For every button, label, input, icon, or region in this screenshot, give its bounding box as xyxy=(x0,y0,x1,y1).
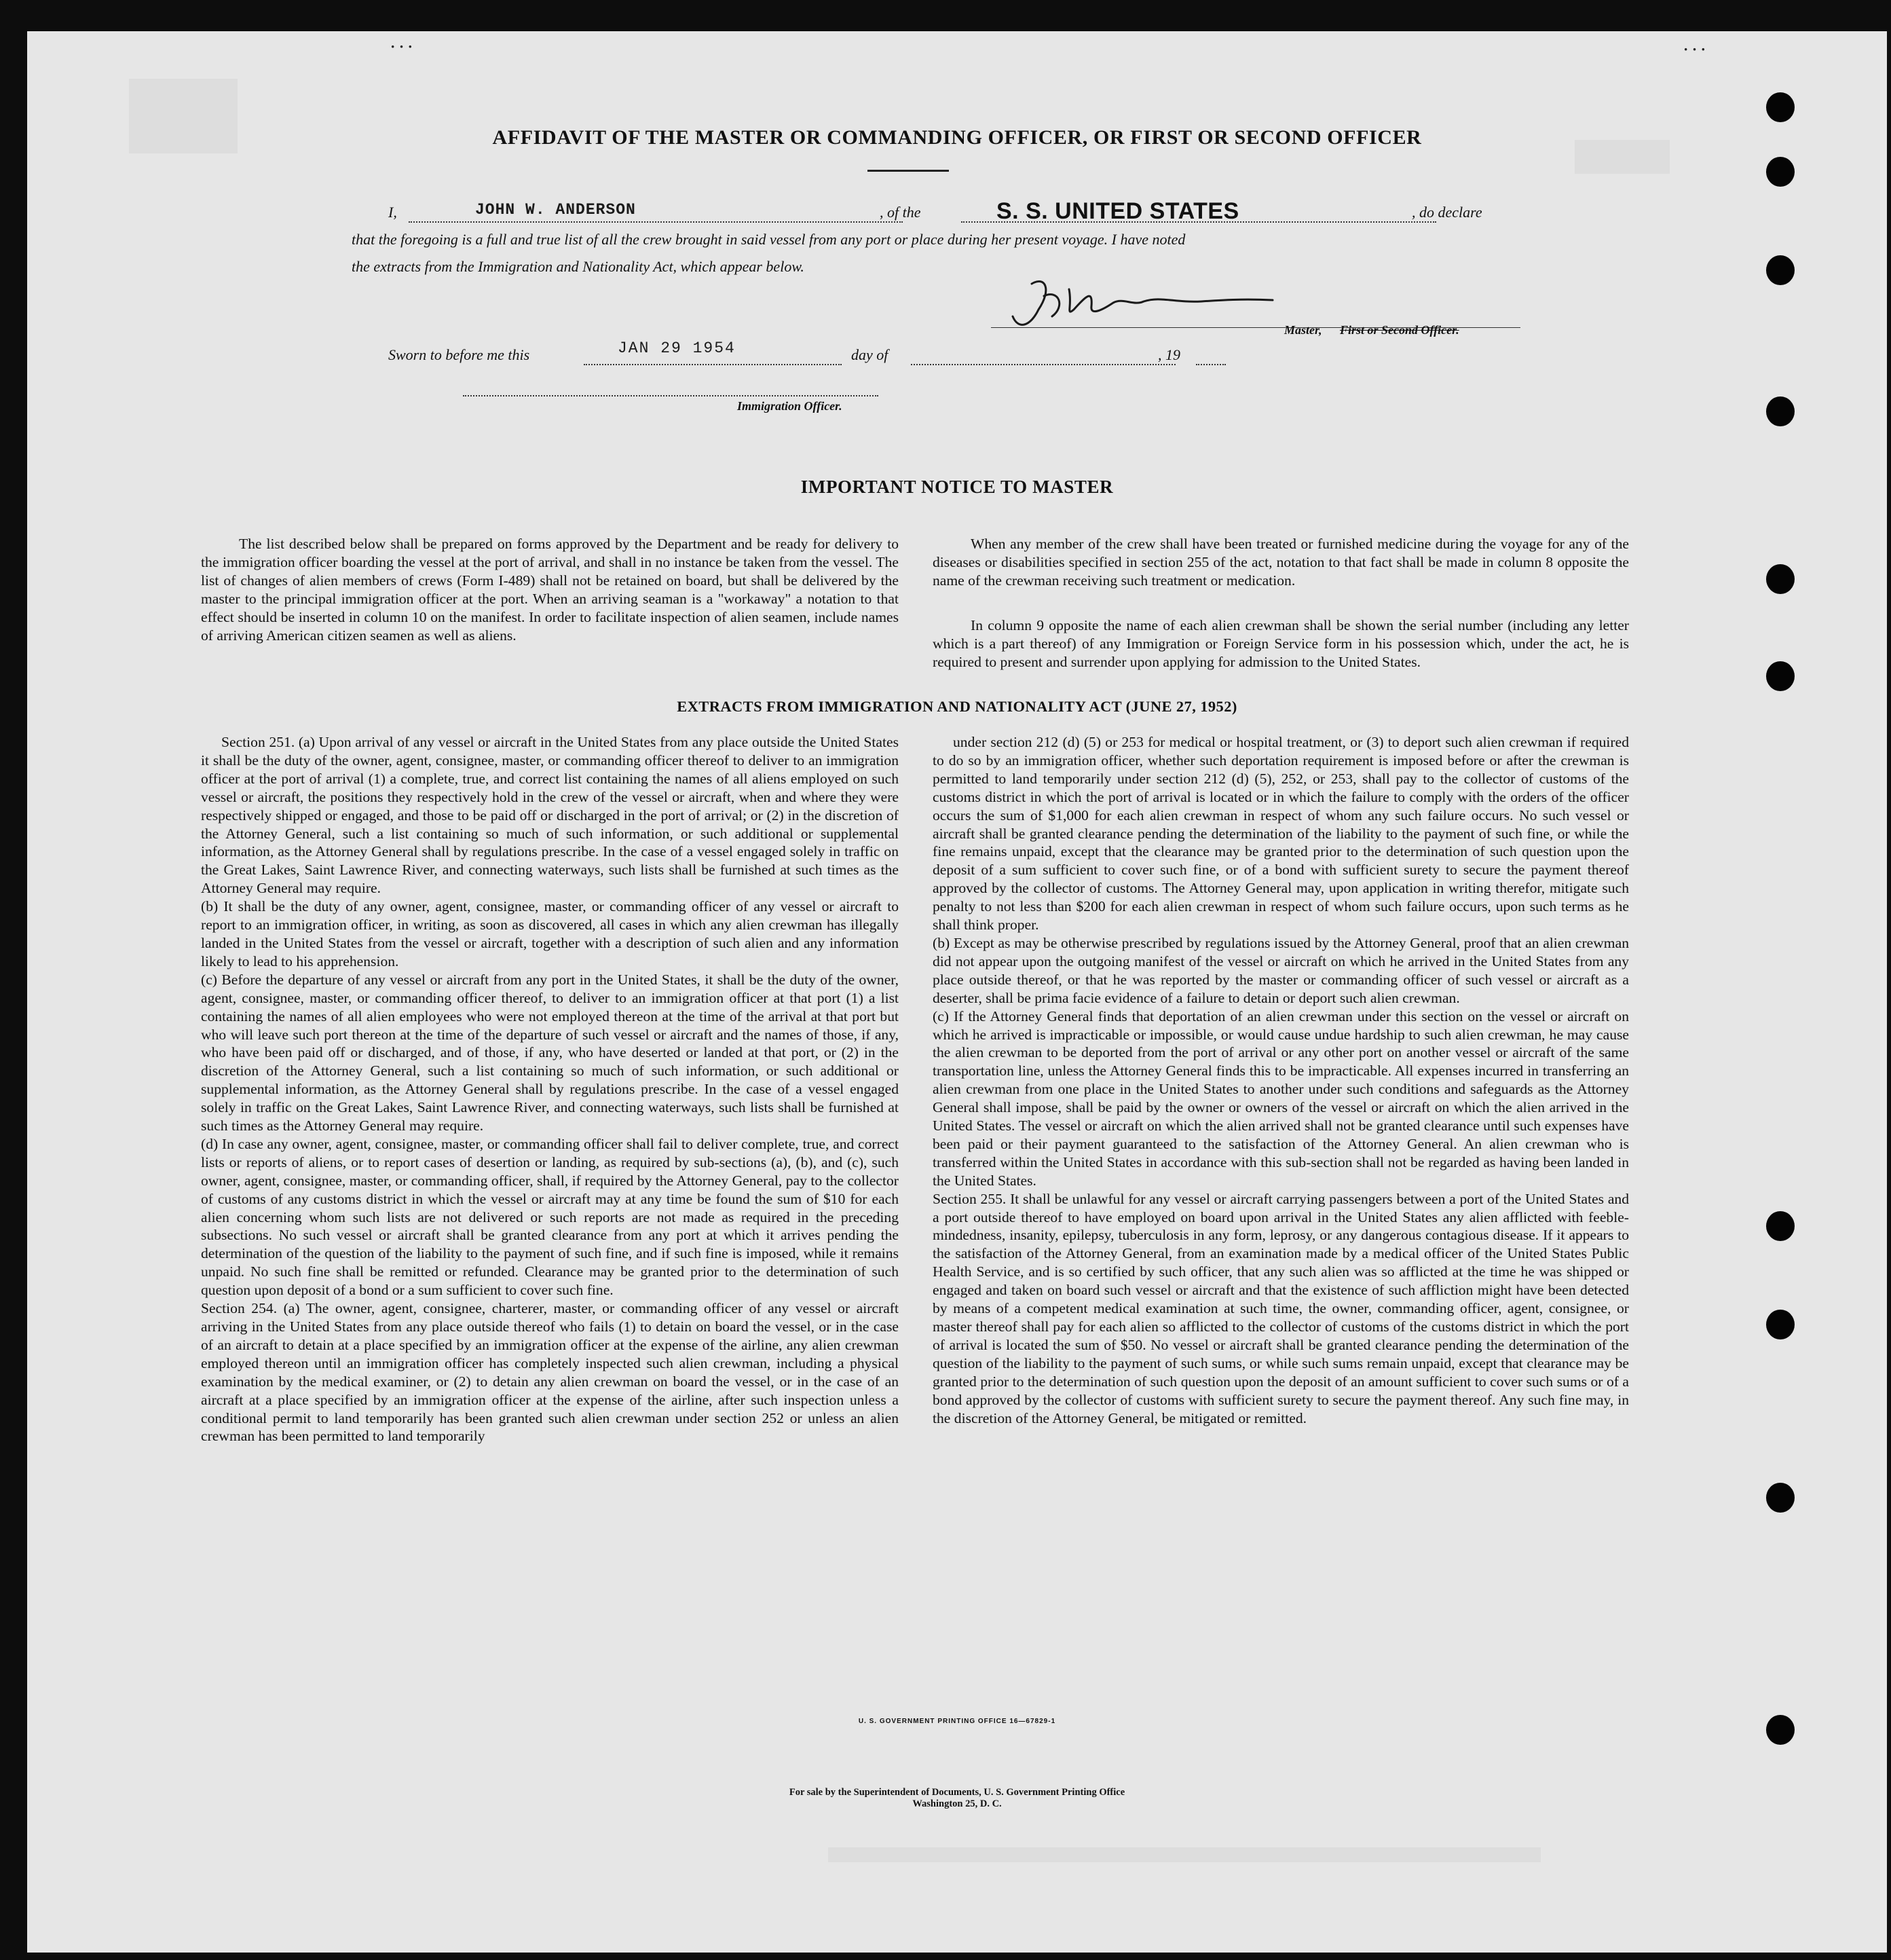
year-line xyxy=(1196,364,1226,365)
statement-line-1: that the foregoing is a full and true list of all the crew brought in said vessel from any port or place during her present voyage. I have noted xyxy=(352,231,1186,248)
punch-hole xyxy=(1766,92,1795,122)
printing-office-mark: U. S. GOVERNMENT PRINTING OFFICE 16—67829-1 xyxy=(858,1718,1056,1725)
statement-line-2: the extracts from the Immigration and Nationality Act, which appear below. xyxy=(352,258,804,275)
date-stamp: JAN 29 1954 xyxy=(618,339,736,357)
year-prefix: , 19 xyxy=(1158,346,1180,363)
punch-hole xyxy=(1766,255,1795,285)
master-name: JOHN W. ANDERSON xyxy=(475,201,636,219)
punch-hole xyxy=(1766,396,1795,426)
punch-hole xyxy=(1766,157,1795,187)
master-label: Master, xyxy=(1284,323,1322,337)
affidavit-title: AFFIDAVIT OF THE MASTER OR COMMANDING OFFICER, OR FIRST OR SECOND OFFICER xyxy=(492,126,1422,149)
punch-hole xyxy=(1766,564,1795,594)
title-rule xyxy=(867,170,949,172)
extracts-left-column: Section 251. (a) Upon arrival of any vessel or aircraft in the United States from any place outside the United States it shall be the duty of the owner, agent, consignee, master, or commanding officer thereof to deliver to an immigration officer at the port of arrival (1) a complete, true, and correct list containing the names of all aliens employed on such vessel or aircraft, the positions they respectively hold in the crew of the vessel or aircraft, when and where they were respectively shipped or engaged, and those to be paid off or discharged in the port of arrival; or (2) in the discretion of the Attorney General, such a list containing so much of such information, or such additional or supplemental information, as the Attorney General shall by regulations prescribe. In the case of a vessel engaged solely in traffic on the Great Lakes, Saint Lawrence River, and connecting waterways, such lists shall be furnished at such times as the Attorney General may require. (b) It shall be the duty of any owner, agent, consignee, master, or commanding officer of any vessel or aircraft to report to an immigration officer, in writing, as soon as discovered, all cases in which any alien crewman has illegally landed in the United States from the vessel or aircraft, together with a description of such alien and any information likely to lead to his apprehension. (c) Before the departure of any vessel or aircraft from any port in the United States, it shall be the duty of the owner, agent, consignee, master, or commanding officer thereof, to deliver to an immigration officer at that port (1) a list containing the names of all alien employees who were not employed thereon at the time of the arrival at that port but who will leave such port thereon at the time of the departure of such vessel or aircraft and the names of those, if any, who have been paid off or discharged, and of those, if any, who have deserted or landed at that port, or (2) in the discretion of the Attorney General, such a list containing so much of such information, or such additional or supplemental information, as the Attorney General shall by regulations prescribe. In the case of a vessel engaged solely in traffic on the Great Lakes, Saint Lawrence River, and connecting waterways, such lists shall be furnished at such times as the Attorney General may require. (d) In case any owner, agent, consignee, master, or commanding officer shall fail to deliver complete, true, and correct lists or reports of aliens, or to report cases of desertion or landing, as required by sub-sections (a), (b), and (c), such owner, agent, consignee, master, or commanding officer, shall, if required by the Attorney General, pay to the collector of customs of any customs district in which the vessel or aircraft may at any time be found the sum of $10 for each alien concerning whom such lists are not delivered or such reports are not made as required in the preceding subsections. No such vessel or aircraft shall be granted clearance from any port at which it arrives pending the determination of the question of the liability to the payment of such fine, and if such fine is imposed, while it remains unpaid. No such fine shall be remitted or refunded. Clearance may be granted prior to the determination of such question upon deposit of a bond or a sum sufficient to cover such fine. Section 254. (a) The owner, agent, consignee, charterer, master, or commanding officer of any vessel or aircraft arriving in the United States from any place outside thereof who fails (1) to detain on board the vessel, or in the case of an aircraft to detain at a place specified by an immigration officer at the expense of the airline, any alien crewman employed thereon until an immigration officer has completely inspected such alien crewman, including a physical examination by the medical examiner, or (2) to detain any alien crewman on board the vessel, or in the case of an aircraft at a place specified by an immigration officer at the expense of the airline, after such inspection unless a conditional permit to land temporarily has been granted such alien crewman under section 252 or unless an alien crewman has been permitted to land temporarily xyxy=(201,734,899,1445)
notice-title: IMPORTANT NOTICE TO MASTER xyxy=(800,477,1114,497)
affidavit-prefix: I, xyxy=(388,204,397,221)
notice-left-paragraph: The list described below shall be prepared on forms approved by the Department and be ready for delivery to the immigration officer boarding the vessel at the port of arrival, and shall in no instance be taken from the vessel. The list of changes of alien members of crews (Form I-489) shall not be retained on board, but shall be delivered by the master to the principal immigration officer at the port. When an arriving seaman is a "workaway" a notation to that effect should be inserted in column 10 on the manifest. In order to facilitate inspection of alien seamen, include names of arriving American citizen seamen as well as aliens. xyxy=(201,536,899,644)
form-sheet xyxy=(27,31,1887,1953)
punch-hole xyxy=(1766,661,1795,691)
of-the-label: , of the xyxy=(880,204,921,221)
extracts-title: EXTRACTS FROM IMMIGRATION AND NATIONALITY ACT (JUNE 27, 1952) xyxy=(677,698,1237,715)
extracts-right-column: under section 212 (d) (5) or 253 for medical or hospital treatment, or (3) to deport such alien crewman if required to do so by an immigration officer, whether such deportation requirement is imposed before or after the crewman is permitted to land temporarily under section 212 (d) (5), 252, or 253, shall pay to the collector of customs of the customs district in which the port of arrival is located or in which the failure to comply with the orders of the officer occurs the sum of $1,000 for each alien crewman in respect of whom any such failure occurs. No such vessel or aircraft shall be granted clearance pending the determination of the liability to the payment of such fine, or while the fine remains unpaid, except that the clearance may be granted prior to the determination of such question upon the deposit of a sum sufficient to cover such fine, or of a bond with sufficient surety to secure the payment thereof approved by the collector of customs. The Attorney General may, upon application in writing therefor, mitigate such penalty to not less than $200 for each alien crewman in respect of whom such failure occurs, upon such terms as he shall think proper. (b) Except as may be otherwise prescribed by regulations issued by the Attorney General, proof that an alien crewman did not appear upon the outgoing manifest of the vessel or aircraft on which he arrived in the United States from any place outside thereof, or that he was reported by the master or commanding officer of such vessel or aircraft as a deserter, shall be prima facie evidence of a failure to detain or deport such alien crewman. (c) If the Attorney General finds that deportation of an alien crewman under this section on the vessel or aircraft on which he arrived is impracticable or impossible, or would cause undue hardship to such alien crewman, he may cause the alien crewman to be deported from the port of arrival or any other port on another vessel or aircraft of the same transportation line, unless the Attorney General finds this to be impracticable. All expenses incurred in transferring an alien crewman from one place in the United States to another under such conditions and safeguards as the Attorney General shall impose, shall be paid by the owner or owners of the vessel or aircraft on which the alien arrived in the United States. The vessel or aircraft on which the alien arrived shall not be granted clearance until such expenses have been paid or their payment guaranteed to the satisfaction of the Attorney General. An alien crewman who is transferred within the United States in accordance with this sub-section shall not be regarded as having been landed in the United States. Section 255. It shall be unlawful for any vessel or aircraft carrying passengers between a port of the United States and a port outside thereof to have employed on board upon arrival in the United States any alien afflicted with feeble-mindedness, insanity, epilepsy, tuberculosis in any form, leprosy, or any dangerous contagious disease. If it appears to the satisfaction of the Attorney General, from an examination made by a medical officer of the United States Public Health Service, and is so certified by such officer, that any such alien was so afflicted at the time he was shipped or engaged and taken on board such vessel or aircraft and that the existence of such affliction might have been detected by means of a competent medical examination at such time, the owner, commanding officer, agent, consignee, or master thereof shall pay for each alien so afflicted to the collector of customs of the customs district in which the port of arrival is located the sum of $50. No vessel or aircraft shall be granted clearance pending the determination of the question of the liability to the payment of such sums, or while such sums remain unpaid, except that clearance may be granted prior to the determination of such question upon the deposit of an amount sufficient to cover such sums or of a bond approved by the collector of customs with sufficient surety to secure the payment thereof. Any such fine may, in the discretion of the Attorney General, be mitigated or remitted. xyxy=(933,734,1629,1426)
officer-signature-line xyxy=(463,395,878,396)
punch-hole xyxy=(1766,1211,1795,1241)
month-line xyxy=(911,364,1176,365)
punch-hole xyxy=(1766,1310,1795,1339)
day-of-label: day of xyxy=(851,346,888,363)
vessel-name: S. S. UNITED STATES xyxy=(996,198,1239,224)
bleed-through-text xyxy=(828,1847,1541,1862)
scan-speck: · · · xyxy=(1683,41,1706,58)
immigration-officer-label: Immigration Officer. xyxy=(737,399,842,413)
name-line xyxy=(409,221,903,223)
scan-speck: · · · xyxy=(390,38,413,55)
struck-officer-label: First or Second Officer. xyxy=(1340,323,1459,337)
notice-right-paragraph-1: When any member of the crew shall have been treated or furnished medicine during the voyage for any of the diseases or disabilities specified in section 255 of the act, notation to that fact shall be made in column 8 opposite the name of the crewman receiving such treatment or medication. xyxy=(933,536,1629,589)
notice-right-paragraph-2: In column 9 opposite the name of each alien crewman shall be shown the serial number (including any letter which is a part thereof) of any Immigration or Foreign Service form in his possession which, under the act, he is required to present and surrender upon applying for admission to the United States. xyxy=(933,617,1629,670)
sworn-date-line xyxy=(584,364,842,365)
sale-notice-line-2: Washington 25, D. C. xyxy=(912,1798,1002,1809)
do-declare-label: , do declare xyxy=(1412,204,1482,221)
master-signature xyxy=(1005,269,1290,350)
sale-notice-line-1: For sale by the Superintendent of Documents, U. S. Government Printing Office xyxy=(789,1787,1125,1798)
punch-hole xyxy=(1766,1483,1795,1513)
sworn-prefix: Sworn to before me this xyxy=(388,346,530,363)
